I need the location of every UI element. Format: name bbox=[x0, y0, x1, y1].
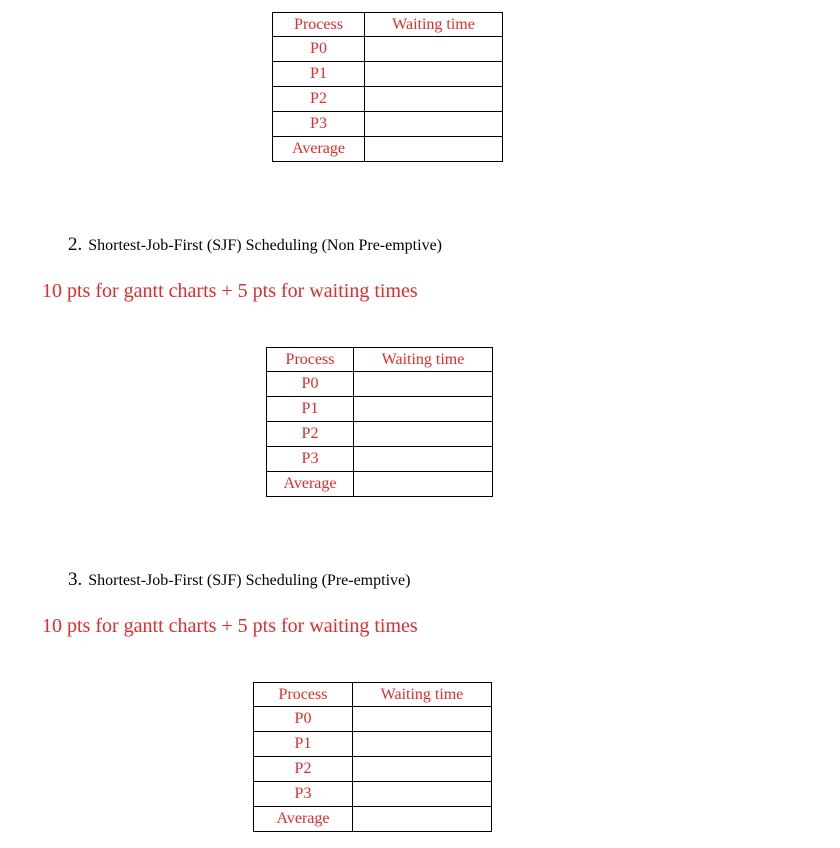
waiting-time-table-2 bbox=[266, 347, 493, 497]
waiting-time-cell-p2 bbox=[354, 422, 493, 447]
process-cell-p0: P0 bbox=[267, 372, 354, 397]
section-number: 2. bbox=[68, 234, 83, 255]
process-cell-p1: P1 bbox=[254, 732, 353, 757]
process-cell-p3: P3 bbox=[273, 112, 365, 137]
waiting-time-cell-p1 bbox=[365, 62, 503, 87]
waiting-time-table-3 bbox=[253, 682, 492, 832]
process-cell-average: Average bbox=[273, 137, 365, 162]
waiting-time-cell-p0 bbox=[365, 37, 503, 62]
waiting-time-cell-average bbox=[354, 472, 493, 497]
process-cell-p0: P0 bbox=[273, 37, 365, 62]
process-cell-p2: P2 bbox=[273, 87, 365, 112]
section-heading-3 bbox=[68, 570, 410, 589]
waiting-time-cell-p2 bbox=[353, 757, 492, 782]
process-cell-average: Average bbox=[254, 807, 353, 832]
process-cell-p1: P1 bbox=[273, 62, 365, 87]
waiting-time-cell-average bbox=[353, 807, 492, 832]
section-title: Shortest-Job-First (SJF) Scheduling (Non Pre-emptive) bbox=[88, 237, 442, 254]
process-cell-p0: P0 bbox=[254, 707, 353, 732]
waiting-time-cell-p2 bbox=[365, 87, 503, 112]
points-note-2: 10 pts for gantt charts + 5 pts for waiting times bbox=[42, 280, 418, 302]
header-process: Process bbox=[254, 683, 353, 707]
waiting-time-cell-p1 bbox=[354, 397, 493, 422]
process-cell-p3: P3 bbox=[267, 447, 354, 472]
section-title: Shortest-Job-First (SJF) Scheduling (Pre-emptive) bbox=[88, 572, 411, 589]
points-note-3: 10 pts for gantt charts + 5 pts for waiting times bbox=[42, 615, 418, 637]
waiting-time-cell-average bbox=[365, 137, 503, 162]
waiting-time-table-1 bbox=[272, 12, 503, 162]
waiting-time-cell-p0 bbox=[354, 372, 493, 397]
waiting-time-cell-p1 bbox=[353, 732, 492, 757]
section-number: 3. bbox=[68, 569, 83, 590]
header-process: Process bbox=[273, 13, 365, 37]
process-cell-p1: P1 bbox=[267, 397, 354, 422]
header-waiting-time: Waiting time bbox=[354, 348, 493, 372]
header-process: Process bbox=[267, 348, 354, 372]
waiting-time-cell-p3 bbox=[353, 782, 492, 807]
process-cell-p2: P2 bbox=[267, 422, 354, 447]
waiting-time-cell-p0 bbox=[353, 707, 492, 732]
process-cell-p2: P2 bbox=[254, 757, 353, 782]
process-cell-p3: P3 bbox=[254, 782, 353, 807]
waiting-time-cell-p3 bbox=[365, 112, 503, 137]
process-cell-average: Average bbox=[267, 472, 354, 497]
waiting-time-cell-p3 bbox=[354, 447, 493, 472]
header-waiting-time: Waiting time bbox=[353, 683, 492, 707]
section-heading-2 bbox=[68, 235, 442, 254]
header-waiting-time: Waiting time bbox=[365, 13, 503, 37]
